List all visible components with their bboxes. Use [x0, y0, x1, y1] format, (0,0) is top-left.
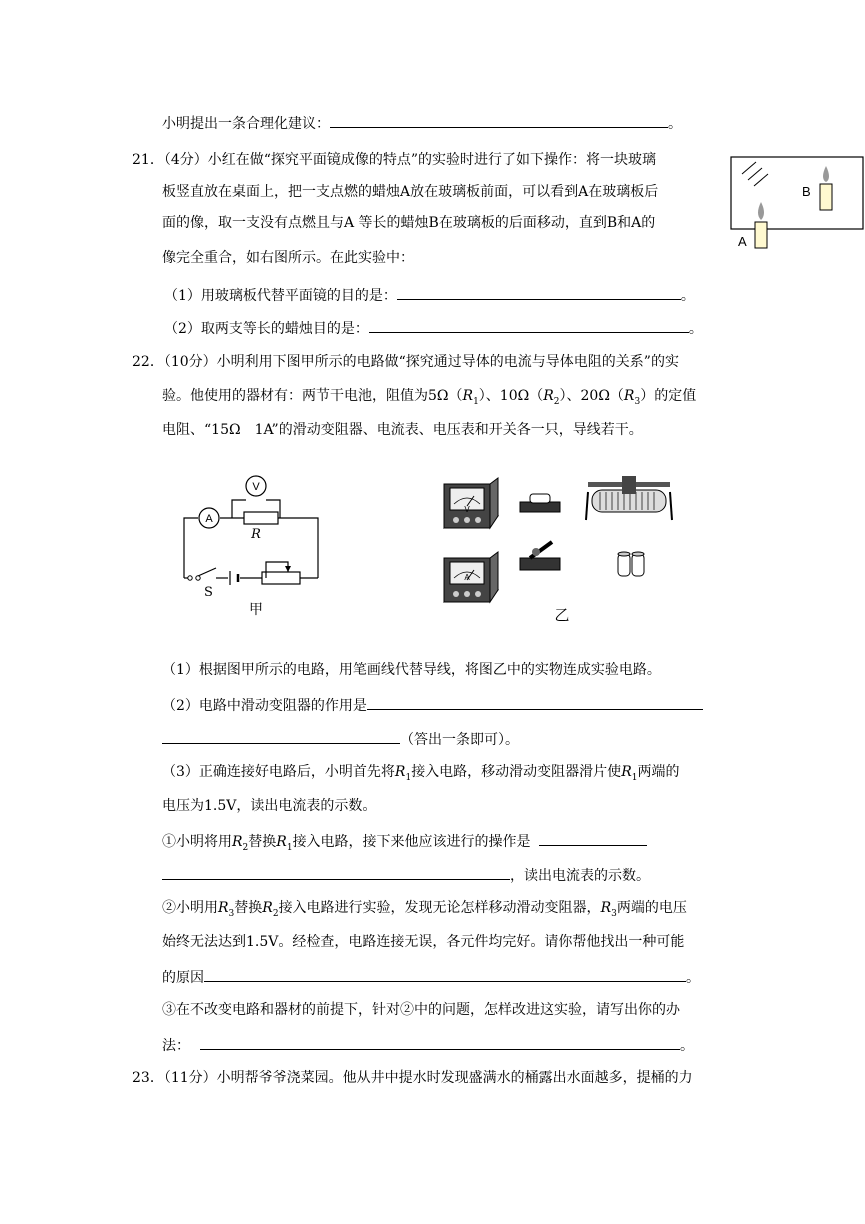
svg-text:V: V	[464, 505, 470, 514]
q22-line2: 验。他使用的器材有：两节干电池，阻值为$5\Omega(R_1)$、$10\Omega(R_2)$、$20\Omega(R_3)$的定值	[162, 388, 697, 407]
ammeter-device-icon	[444, 552, 498, 602]
candle-mirror-figure	[730, 154, 865, 252]
q22-c1: ①小明将用$R_2$替换$R_1$接入电路，接下来他应该进行的操作是	[162, 830, 647, 858]
glass-hatch	[742, 162, 756, 174]
label-r: R	[251, 527, 261, 542]
answer-blank[interactable]	[200, 1034, 680, 1050]
q22-sub2-cont: （答出一条即可）。	[162, 728, 519, 750]
q22-sub1: （1）根据图甲所示的电路，用笔画线代替导线，将图乙中的实物连成实验电路。	[162, 662, 661, 678]
battery-cells-icon	[618, 552, 644, 576]
q22-sub2: （2）电路中滑动变阻器的作用是	[162, 694, 703, 716]
svg-text:V: V	[252, 481, 260, 493]
q21-sub2: （2）取两支等长的蜡烛目的是： 。	[164, 317, 703, 339]
q22-sub3-line2: 电压为1.5V，读出电流表的示数。	[162, 798, 377, 814]
q22-c1-cont: ，读出电流表的示数。	[162, 864, 650, 886]
caption-yi: 乙	[554, 606, 570, 624]
q22-c2-line3: 的原因 。	[162, 966, 700, 988]
circuit-diagram-jia	[176, 472, 326, 622]
q23-head: 23．（11分）小明帮爷爷浇菜园。他从井中提水时发现盛满水的桶露出水面越多，提桶的力	[132, 1070, 693, 1086]
q22-head: 22．（10分）小明利用下图甲所示的电路做“探究通过导体的电流与导体电阻的关系”的实	[132, 354, 679, 370]
q21-head: 21．（4分）小红在做“探究平面镜成像的特点”的实验时进行了如下操作：将一块玻璃	[132, 152, 657, 168]
q21-line2: 板竖直放在桌面上，把一支点燃的蜡烛A放在玻璃板前面，可以看到A在玻璃板后	[162, 184, 659, 200]
answer-blank[interactable]	[162, 728, 400, 744]
candle-a-icon	[755, 202, 767, 248]
q22-c3: ③在不改变电路和器材的前提下，针对②中的问题，怎样改进这实验，请写出你的办	[162, 1002, 680, 1018]
answer-blank[interactable]	[369, 317, 689, 333]
q22-c3-line2: 法： 。	[162, 1034, 694, 1056]
q20-suggestion-line: 小明提出一条合理化建议： 。	[162, 112, 682, 134]
svg-text:A: A	[464, 573, 470, 582]
q21-sub1: （1）用玻璃板代替平面镜的目的是： 。	[164, 284, 695, 306]
fixed-resistor-icon	[520, 494, 560, 512]
equipment-figure-yi	[436, 472, 676, 632]
caption-jia: 甲	[249, 602, 263, 618]
svg-text:A: A	[205, 513, 213, 525]
q22-c2-line2: 始终无法达到1.5V。经检查，电路连接无误，各元件均完好。请你帮他找出一种可能	[162, 934, 685, 950]
label-b: B	[802, 184, 811, 199]
answer-blank[interactable]	[330, 112, 668, 128]
sliding-rheostat-icon	[586, 476, 672, 520]
answer-blank[interactable]	[162, 864, 510, 880]
answer-blank[interactable]	[204, 966, 686, 982]
q22-c2: ②小明用$R_3$替换$R_2$接入电路进行实验，发现无论怎样移动滑动变阻器，$R_3$两端的电压	[162, 900, 687, 919]
q21-line3: 面的像，取一支没有点燃且与A 等长的蜡烛B在玻璃板的后面移动，直到B和A的	[162, 215, 656, 231]
answer-blank[interactable]	[539, 830, 647, 846]
label-s: S	[204, 585, 213, 600]
label-a: A	[738, 234, 747, 249]
q22-sub3: （3）正确连接好电路后，小明首先将$R_1$接入电路，移动滑动变阻器滑片使$R_1$两端的	[162, 764, 680, 783]
answer-blank[interactable]	[397, 284, 681, 300]
answer-blank[interactable]	[367, 694, 703, 710]
q22-line3: 电阻、“15Ω 1A”的滑动变阻器、电流表、电压表和开关各一只，导线若干。	[162, 422, 643, 438]
q21-line4: 像完全重合，如右图所示。在此实验中：	[162, 250, 414, 266]
candle-b-icon	[820, 166, 832, 210]
voltmeter-device-icon	[444, 478, 498, 528]
switch-device-icon	[520, 542, 560, 570]
switch-contact	[188, 576, 192, 580]
resistor-symbol	[244, 512, 278, 524]
rheostat-symbol	[262, 572, 300, 584]
